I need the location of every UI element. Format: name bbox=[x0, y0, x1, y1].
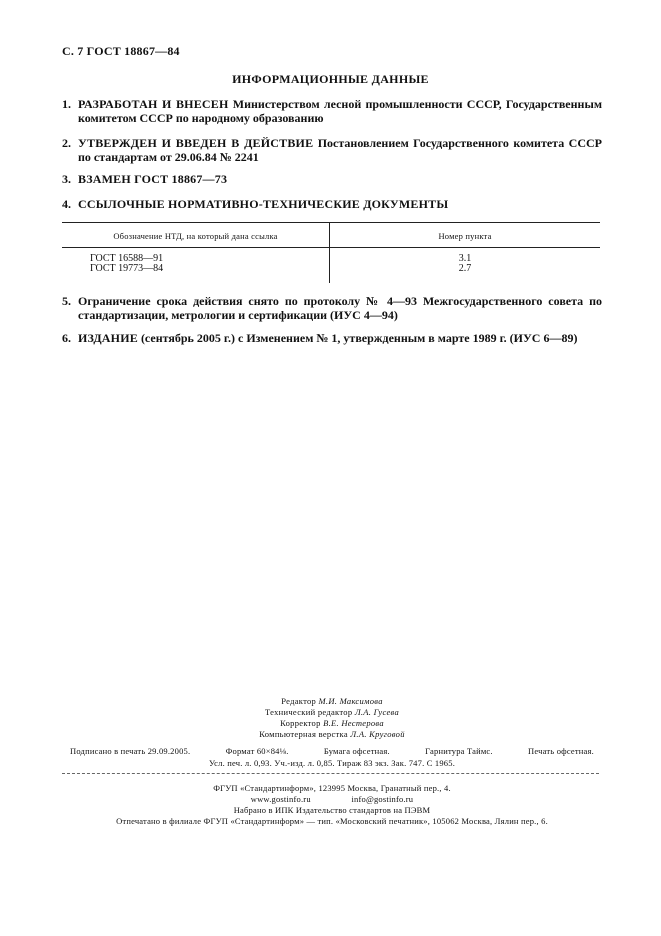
item-number: 6. bbox=[62, 331, 71, 345]
printing-method: Печать офсетная. bbox=[528, 746, 594, 756]
printed-note: Отпечатано в филиале ФГУП «Стандартинформ» — тип. «Московский печатник», 105062 Москва, Лялин пер., 6. bbox=[116, 816, 548, 826]
table-cell-clause: 3.1 bbox=[458, 253, 472, 264]
table-cell-document: ГОСТ 16588—91 bbox=[90, 253, 164, 264]
item-lead: ИЗДАНИЕ bbox=[78, 331, 138, 345]
reference-documents-table bbox=[62, 222, 600, 283]
item-number: 5. bbox=[62, 294, 71, 308]
info-item-3 bbox=[62, 172, 602, 186]
divider-rule bbox=[62, 773, 599, 774]
item-number: 3. bbox=[62, 172, 71, 186]
item-text: Постановлением Государственного комитета СССР по стандартам от 29.06.84 № 2241 bbox=[78, 136, 602, 164]
info-item-1 bbox=[62, 97, 602, 125]
table-cell-clause: 2.7 bbox=[458, 263, 472, 274]
page-header: С. 7 ГОСТ 18867—84 bbox=[62, 44, 180, 58]
credit-layout: Компьютерная верстка Л.А. Круговой bbox=[259, 729, 405, 739]
publication-details bbox=[70, 746, 594, 756]
publisher-address: ФГУП «Стандартинформ», 123995 Москва, Гранатный пер., 4. bbox=[213, 783, 451, 793]
item-lead: ВЗАМЕН ГОСТ 18867—73 bbox=[78, 172, 228, 186]
editorial-credits bbox=[62, 696, 602, 740]
publisher-contacts bbox=[62, 794, 602, 805]
publication-stats: Усл. печ. л. 0,93. Уч.-изд. л. 0,85. Тираж 83 экз. Зак. 747. С 1965. bbox=[208, 758, 456, 768]
item-text: Ограничение срока действия снято по протоколу № 4—93 Межгосударственного совета по стандартизации, метрологии и сертификации (ИУС 4—94) bbox=[78, 294, 602, 322]
info-item-6 bbox=[62, 331, 602, 345]
table-header-clause: Номер пункта bbox=[438, 231, 492, 241]
item-body bbox=[78, 172, 602, 186]
item-body bbox=[78, 136, 602, 164]
item-lead: ССЫЛОЧНЫЕ НОРМАТИВНО-ТЕХНИЧЕСКИЕ ДОКУМЕНТЫ bbox=[78, 197, 449, 211]
item-number: 2. bbox=[62, 136, 71, 150]
info-item-5 bbox=[62, 294, 602, 322]
paper-type: Бумага офсетная. bbox=[323, 746, 390, 756]
signed-date: Подписано в печать 29.09.2005. bbox=[70, 746, 191, 756]
item-text: Министерством лесной промышленности СССР, Государственным комитетом СССР по народному образованию bbox=[78, 97, 603, 125]
credit-tech-editor: Технический редактор Л.А. Гусева bbox=[264, 707, 399, 717]
item-body bbox=[78, 294, 602, 322]
paper-format: Формат 60×84⅛. bbox=[225, 746, 289, 756]
table-header-document: Обозначение НТД, на который дана ссылка bbox=[113, 231, 278, 241]
item-lead: РАЗРАБОТАН И ВНЕСЕН bbox=[78, 97, 229, 111]
section-title: ИНФОРМАЦИОННЫЕ ДАННЫЕ bbox=[232, 72, 429, 86]
credit-proofreader: Корректор В.Е. Нестерова bbox=[280, 718, 384, 728]
printer-info bbox=[62, 783, 602, 827]
credit-editor: Редактор М.И. Максимова bbox=[281, 696, 383, 706]
table-header-rule bbox=[62, 247, 600, 248]
info-item-2 bbox=[62, 136, 602, 164]
item-number: 4. bbox=[62, 197, 71, 211]
table-column-documents bbox=[90, 254, 163, 274]
publisher-website: www.gostinfo.ru bbox=[250, 794, 311, 804]
item-lead: УТВЕРЖДЕН И ВВЕДЕН В ДЕЙСТВИЕ bbox=[78, 136, 314, 150]
item-number: 1. bbox=[62, 97, 71, 111]
item-body bbox=[78, 97, 602, 125]
table-cell-document: ГОСТ 19773—84 bbox=[90, 263, 164, 274]
item-text: (сентябрь 2005 г.) с Изменением № 1, утвержденным в марте 1989 г. (ИУС 6—89) bbox=[137, 331, 578, 345]
table-column-clauses bbox=[330, 254, 600, 274]
typeface: Гарнитура Таймс. bbox=[425, 746, 493, 756]
table-top-rule bbox=[62, 222, 600, 223]
typeset-note: Набрано в ИПК Издательство стандартов на ПЭВМ bbox=[233, 805, 431, 815]
item-body bbox=[78, 331, 602, 345]
item-body bbox=[78, 197, 602, 211]
info-item-4 bbox=[62, 197, 602, 211]
publisher-email: info@gostinfo.ru bbox=[351, 794, 414, 804]
